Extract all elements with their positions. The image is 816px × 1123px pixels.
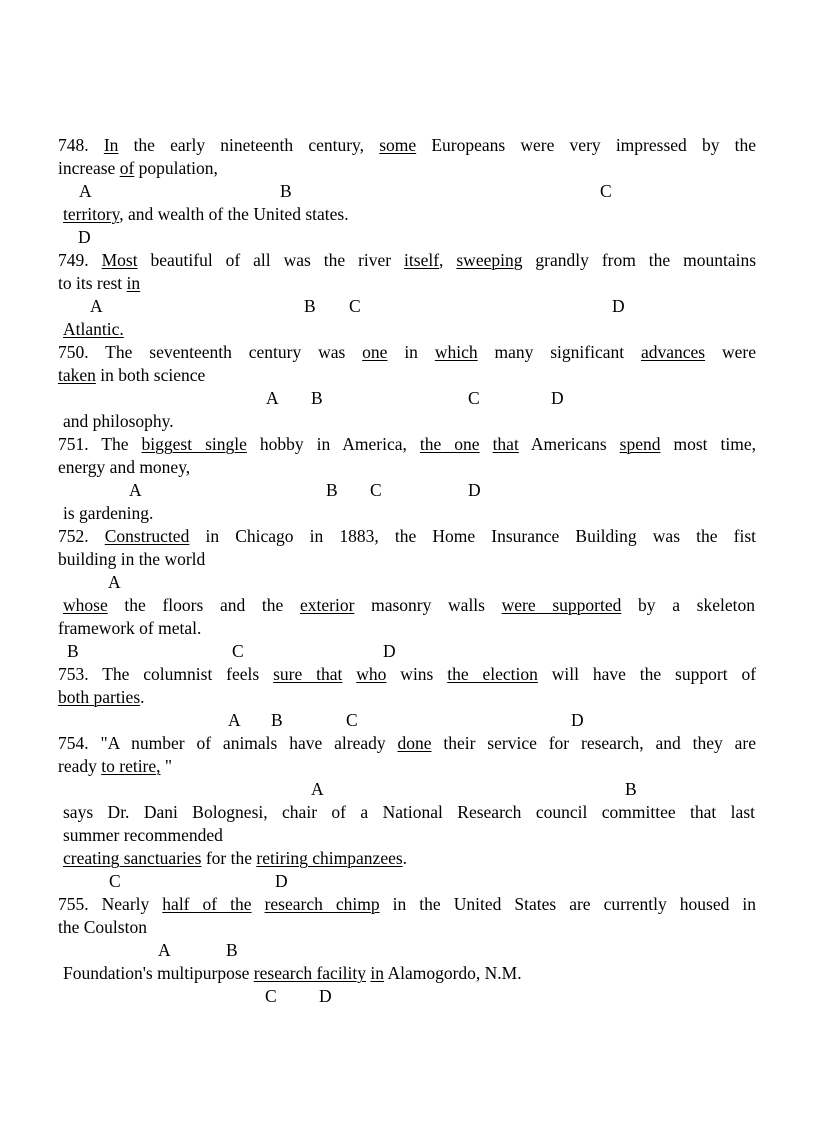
option-d-phrase: in xyxy=(126,273,141,293)
text: increase xyxy=(58,158,120,178)
q754-line-2 xyxy=(58,755,756,778)
q751-line-3 xyxy=(63,502,761,525)
option-label-a: A xyxy=(129,480,142,500)
option-label-c: C xyxy=(600,181,612,201)
text: the Coulston xyxy=(58,917,147,937)
q754-line-1 xyxy=(58,732,756,755)
q749-line-3 xyxy=(63,318,761,341)
option-label-c: C xyxy=(468,388,480,408)
option-a-phrase: Constructed xyxy=(104,526,190,546)
option-c-phrase: of xyxy=(119,158,135,178)
text: will have the support of xyxy=(537,664,757,684)
question-number: 752. xyxy=(58,526,105,546)
text: Alamogordo, N.M. xyxy=(384,963,522,983)
option-label-a: A xyxy=(228,710,241,730)
text: framework of metal. xyxy=(58,618,202,638)
option-c-phrase: exterior xyxy=(299,595,355,615)
text xyxy=(480,434,493,454)
q749-line-2 xyxy=(58,272,756,295)
option-label-d: D xyxy=(383,641,396,661)
q754-line-5 xyxy=(63,847,761,870)
text: by a skeleton xyxy=(621,595,755,615)
option-label-d: D xyxy=(275,871,288,891)
q752-line-3 xyxy=(63,594,755,617)
text: . xyxy=(140,687,145,707)
text: , xyxy=(439,250,457,270)
option-c-phrase: the election xyxy=(447,664,538,684)
option-b-phrase: who xyxy=(356,664,387,684)
text xyxy=(252,894,265,914)
text xyxy=(342,664,356,684)
option-label-d: D xyxy=(319,986,332,1006)
option-c-phrase: research facility xyxy=(253,963,367,983)
q749-line-1 xyxy=(58,249,756,272)
text: is gardening. xyxy=(63,503,154,523)
text: says Dr. Dani Bolognesi, chair of a National Research council committee that last xyxy=(63,802,755,822)
option-c-phrase: sweeping xyxy=(456,250,523,270)
text: in the United States are currently housed in xyxy=(379,894,756,914)
option-d-phrase: in xyxy=(370,963,385,983)
option-label-d: D xyxy=(551,388,564,408)
option-label-b: B xyxy=(311,388,323,408)
text: Atlantic. xyxy=(63,319,124,339)
text: hobby in America, xyxy=(246,434,420,454)
text: population, xyxy=(134,158,218,178)
option-label-c: C xyxy=(370,480,382,500)
q755-line-2 xyxy=(58,916,756,939)
text: Americans xyxy=(518,434,620,454)
option-label-c: C xyxy=(265,986,277,1006)
option-d-phrase: retiring chimpanzees xyxy=(256,848,403,868)
option-c-phrase: advances xyxy=(640,342,706,362)
text: were xyxy=(705,342,756,362)
q753-line-2 xyxy=(58,686,756,709)
q753-line-1 xyxy=(58,663,756,686)
question-number: 753. The columnist feels xyxy=(58,664,274,684)
q752-line-4 xyxy=(58,617,756,640)
option-b-phrase: which xyxy=(434,342,478,362)
option-label-c: C xyxy=(346,710,358,730)
text: in xyxy=(387,342,435,362)
option-d-phrase: territory xyxy=(63,204,120,224)
question-number: 750. The seventeenth century was xyxy=(58,342,363,362)
option-a-phrase: half of the xyxy=(162,894,252,914)
text: Foundation's multipurpose xyxy=(63,963,254,983)
option-a-phrase: Most xyxy=(101,250,138,270)
text: most time, xyxy=(660,434,756,454)
option-label-b: B xyxy=(625,779,637,799)
option-label-a: A xyxy=(79,181,92,201)
text: " xyxy=(160,756,173,776)
q750-line-1 xyxy=(58,341,756,364)
option-b-phrase: the one xyxy=(419,434,480,454)
text: many significant xyxy=(477,342,641,362)
text: the floors and the xyxy=(107,595,300,615)
text: energy and money, xyxy=(58,457,191,477)
option-label-a: A xyxy=(90,296,103,316)
q754-line-3 xyxy=(63,801,755,824)
q748-line-2 xyxy=(58,157,756,180)
question-number: 754. "A number of animals have already xyxy=(58,733,398,753)
option-a-phrase: sure that xyxy=(273,664,343,684)
text: in Chicago in 1883, the Home Insurance Building was the fist xyxy=(189,526,756,546)
option-label-a: A xyxy=(108,572,121,592)
option-label-b: B xyxy=(280,181,292,201)
option-label-a: A xyxy=(311,779,324,799)
question-number: 748. xyxy=(58,135,104,155)
q748-line-3 xyxy=(63,203,761,226)
option-label-d: D xyxy=(612,296,625,316)
option-label-b: B xyxy=(271,710,283,730)
option-label-c: C xyxy=(349,296,361,316)
option-a-phrase: In xyxy=(103,135,119,155)
option-label-b: B xyxy=(304,296,316,316)
q748-line-1 xyxy=(58,134,756,157)
text: in both science xyxy=(95,365,206,385)
option-label-b: B xyxy=(326,480,338,500)
option-c-phrase: that xyxy=(492,434,519,454)
option-label-c: C xyxy=(232,641,244,661)
q750-line-2 xyxy=(58,364,756,387)
text: . xyxy=(402,848,408,868)
option-a-phrase: done xyxy=(397,733,432,753)
option-b-phrase: to retire, xyxy=(101,756,161,776)
option-label-c: C xyxy=(109,871,121,891)
option-d-phrase: spend xyxy=(619,434,661,454)
option-label-a: A xyxy=(266,388,279,408)
option-label-a: A xyxy=(158,940,171,960)
text: grandly from the mountains xyxy=(522,250,757,270)
text: wins xyxy=(386,664,448,684)
option-b-phrase: some xyxy=(379,135,417,155)
option-a-phrase: one xyxy=(362,342,388,362)
q751-line-2 xyxy=(58,456,756,479)
text: the early nineteenth century, xyxy=(118,135,380,155)
option-b-phrase: whose xyxy=(63,595,108,615)
text: masonry walls xyxy=(354,595,502,615)
q754-line-4 xyxy=(63,824,761,847)
text: for the xyxy=(201,848,257,868)
option-d-phrase: were supported xyxy=(501,595,622,615)
option-d-phrase: taken xyxy=(58,365,96,385)
text: summer recommended xyxy=(63,825,223,845)
q755-line-3 xyxy=(63,962,761,985)
option-d-phrase: both parties xyxy=(58,687,141,707)
option-label-b: B xyxy=(67,641,79,661)
option-label-d: D xyxy=(78,227,91,247)
text: their service for research, and they are xyxy=(431,733,757,753)
q751-line-1 xyxy=(58,433,756,456)
q755-line-1 xyxy=(58,893,756,916)
q752-line-1 xyxy=(58,525,756,548)
question-number: 755. Nearly xyxy=(58,894,163,914)
text: beautiful of all was the river xyxy=(137,250,405,270)
text: Europeans were very impressed by the xyxy=(416,135,757,155)
option-c-phrase: creating sanctuaries xyxy=(63,848,202,868)
q752-line-2 xyxy=(58,548,756,571)
text: ready xyxy=(58,756,102,776)
option-b-phrase: itself xyxy=(404,250,440,270)
question-number: 749. xyxy=(58,250,102,270)
q750-line-3 xyxy=(63,410,761,433)
option-label-d: D xyxy=(468,480,481,500)
option-b-phrase: research chimp xyxy=(264,894,380,914)
text: building in the world xyxy=(58,549,206,569)
text: to its rest xyxy=(58,273,127,293)
option-a-phrase: biggest single xyxy=(141,434,247,454)
question-number: 751. The xyxy=(58,434,142,454)
option-label-b: B xyxy=(226,940,238,960)
option-label-d: D xyxy=(571,710,584,730)
text: and philosophy. xyxy=(63,411,174,431)
text: , and wealth of the United states. xyxy=(119,204,349,224)
